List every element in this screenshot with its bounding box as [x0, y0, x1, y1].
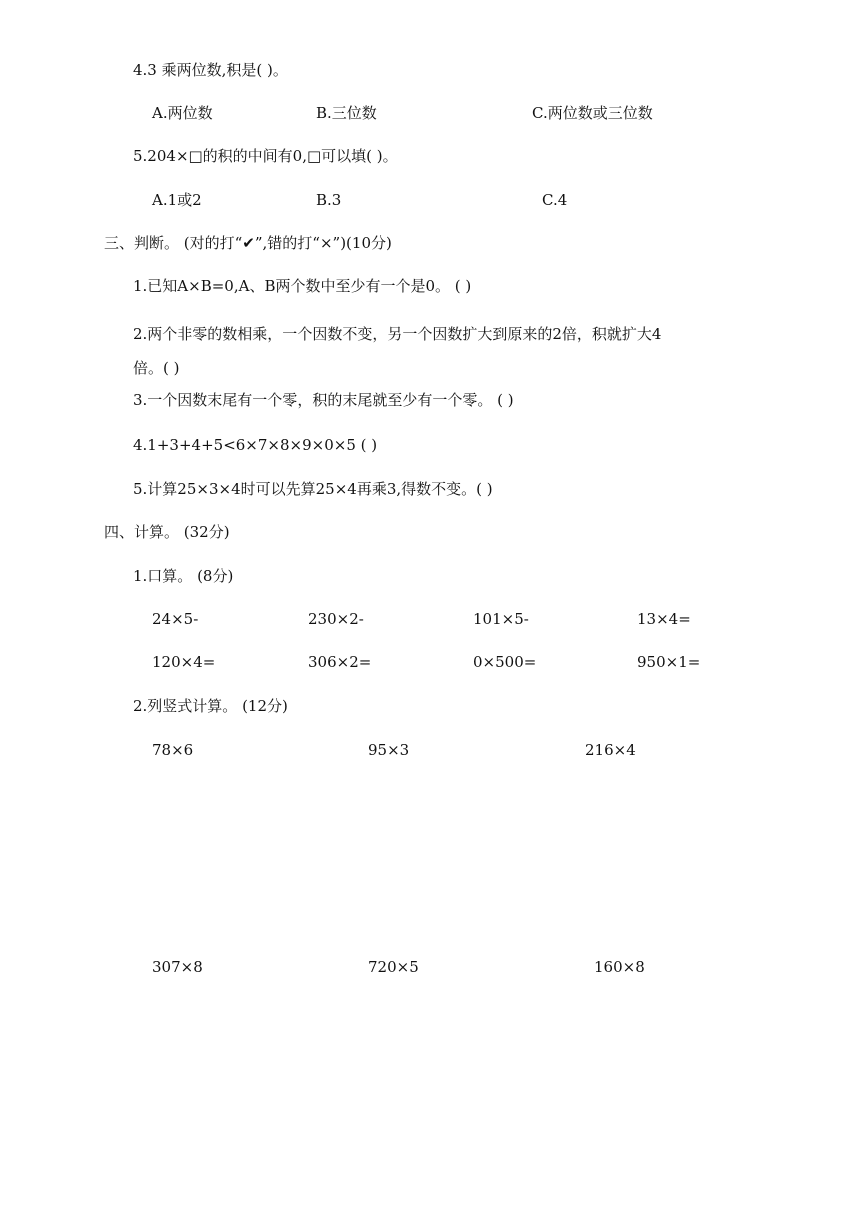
judge-item-3: 3.一个因数末尾有一个零，积的末尾就至少有一个零。 ( ): [133, 391, 514, 409]
q4-option-c: C.两位数或三位数: [532, 104, 653, 122]
judge-item-5: 5.计算25×3×4时可以先算25×4再乘3,得数不变。( ): [133, 480, 493, 498]
q5-option-b: B.3: [316, 191, 342, 209]
section-4-heading: 四、计算。 (32分): [104, 523, 230, 541]
oral-item: 230×2-: [308, 610, 364, 628]
vertical-item: 78×6: [152, 741, 194, 759]
vertical-item: 720×5: [368, 958, 419, 976]
oral-item: 24×5-: [152, 610, 199, 628]
question-4: 4.3 乘两位数,积是( )。: [133, 61, 288, 79]
vertical-item: 160×8: [594, 958, 645, 976]
oral-item: 120×4=: [152, 653, 216, 671]
vertical-calc-label: 2.列竖式计算。 (12分): [133, 697, 288, 715]
oral-item: 306×2=: [308, 653, 372, 671]
judge-item-2-cont: 倍。( ): [133, 359, 180, 377]
oral-item: 101×5-: [473, 610, 529, 628]
oral-calc-label: 1.口算。 (8分): [133, 567, 234, 585]
judge-item-4: 4.1+3+4+5<6×7×8×9×0×5 ( ): [133, 436, 378, 454]
q4-option-b: B.三位数: [316, 104, 377, 122]
vertical-item: 307×8: [152, 958, 203, 976]
judge-item-1: 1.已知A×B=0,A、B两个数中至少有一个是0。 ( ): [133, 277, 472, 295]
vertical-item: 95×3: [368, 741, 410, 759]
oral-item: 950×1=: [637, 653, 701, 671]
q4-option-a: A.两位数: [152, 104, 213, 122]
q5-option-c: C.4: [542, 191, 568, 209]
q5-option-a: A.1或2: [152, 191, 202, 209]
question-5: 5.204×□的积的中间有0,□可以填( )。: [133, 147, 398, 165]
oral-item: 13×4=: [637, 610, 691, 628]
section-3-heading: 三、判断。 (对的打“✔”,错的打“×”)(10分): [104, 234, 392, 252]
judge-item-2: 2.两个非零的数相乘，一个因数不变，另一个因数扩大到原来的2倍，积就扩大4: [133, 325, 662, 343]
vertical-item: 216×4: [585, 741, 636, 759]
oral-item: 0×500=: [473, 653, 537, 671]
